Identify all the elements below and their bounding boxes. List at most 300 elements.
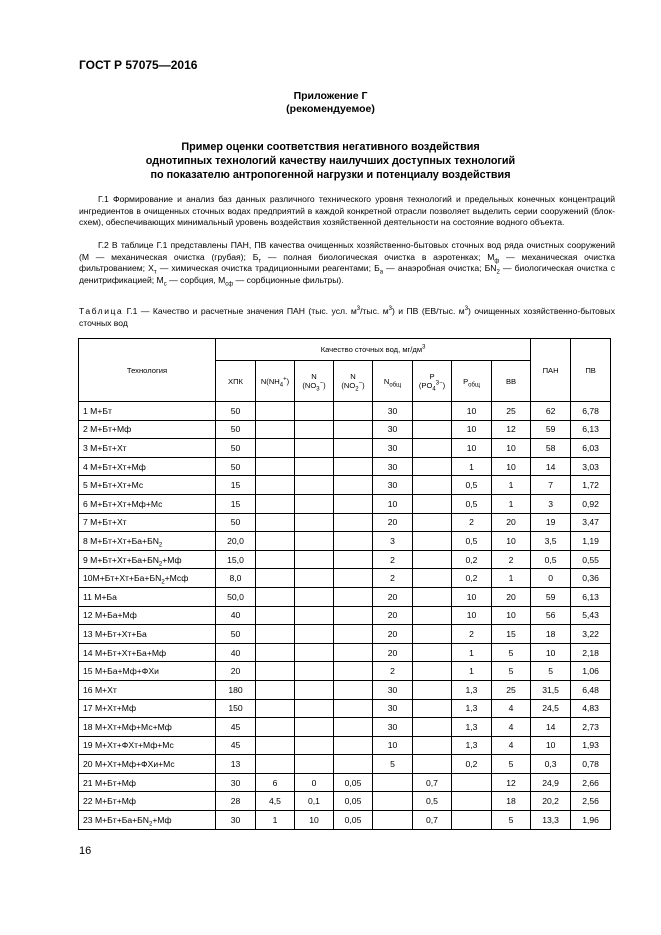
cell-technology bbox=[79, 718, 216, 737]
cell-pv: 4,83 bbox=[571, 699, 611, 718]
header-po4-text: ) bbox=[442, 381, 446, 390]
cell-nh4 bbox=[256, 643, 295, 662]
paragraph-g2-sub: т bbox=[258, 258, 262, 265]
quality-table bbox=[78, 338, 611, 830]
table-body bbox=[79, 402, 611, 830]
table-row bbox=[79, 550, 611, 569]
cell-xpk: 50,0 bbox=[216, 587, 256, 606]
cell-no2 bbox=[334, 457, 373, 476]
cell-no2: 0,05 bbox=[334, 773, 373, 792]
table-row bbox=[79, 569, 611, 588]
table-row bbox=[79, 755, 611, 774]
cell-po4 bbox=[413, 457, 452, 476]
cell-no3 bbox=[295, 420, 334, 439]
paragraph-g2-text: — биологическая очистка с денитрификацией; М bbox=[79, 263, 615, 285]
cell-nobsh: 30 bbox=[373, 439, 413, 458]
cell-po4 bbox=[413, 662, 452, 681]
table-caption-text: Г.1 — Качество и расчетные значения ПАН (тыс. усл. м bbox=[123, 306, 357, 316]
cell-pv: 3,03 bbox=[571, 457, 611, 476]
cell-nh4 bbox=[256, 457, 295, 476]
table-caption-label: Таблица bbox=[79, 306, 124, 316]
cell-xpk: 50 bbox=[216, 402, 256, 421]
cell-no3 bbox=[295, 494, 334, 513]
table-caption-text: ) очищенных хозяйственно-бытовых сточных вод bbox=[79, 306, 615, 328]
cell-no2 bbox=[334, 736, 373, 755]
paragraph-g2-sub: а bbox=[379, 269, 384, 276]
header-quality-group-sup: 3 bbox=[422, 344, 426, 351]
cell-pv: 1,93 bbox=[571, 736, 611, 755]
cell-pv: 2,73 bbox=[571, 718, 611, 737]
cell-pv: 6,78 bbox=[571, 402, 611, 421]
cell-vv: 4 bbox=[492, 699, 531, 718]
cell-no3 bbox=[295, 736, 334, 755]
cell-pv: 6,03 bbox=[571, 439, 611, 458]
cell-pv: 3,47 bbox=[571, 513, 611, 532]
cell-nobsh: 10 bbox=[373, 736, 413, 755]
cell-pobsh: 0,5 bbox=[452, 494, 492, 513]
cell-pobsh: 1 bbox=[452, 457, 492, 476]
cell-no2 bbox=[334, 755, 373, 774]
cell-vv: 10 bbox=[492, 532, 531, 551]
cell-xpk: 45 bbox=[216, 736, 256, 755]
cell-nh4 bbox=[256, 680, 295, 699]
cell-no3 bbox=[295, 532, 334, 551]
cell-vv: 4 bbox=[492, 736, 531, 755]
technology-text: 2 М+Бт+Мф bbox=[83, 424, 132, 435]
header-nh4-text: N(NH bbox=[260, 376, 280, 386]
cell-po4 bbox=[413, 420, 452, 439]
header-quality-group-text: Качество сточных вод, мг/дм bbox=[320, 345, 423, 354]
cell-xpk: 45 bbox=[216, 718, 256, 737]
cell-technology bbox=[79, 587, 216, 606]
cell-vv: 1 bbox=[492, 476, 531, 495]
cell-po4 bbox=[413, 476, 452, 495]
cell-xpk: 150 bbox=[216, 699, 256, 718]
table-row bbox=[79, 476, 611, 495]
cell-no3 bbox=[295, 680, 334, 699]
paragraph-g2-sub: т bbox=[153, 269, 157, 276]
cell-pv: 6,13 bbox=[571, 587, 611, 606]
cell-nh4 bbox=[256, 494, 295, 513]
technology-text: 5 М+Бт+Хт+Мс bbox=[83, 480, 144, 491]
cell-no2 bbox=[334, 550, 373, 569]
cell-nh4 bbox=[256, 755, 295, 774]
cell-pan: 7 bbox=[531, 476, 571, 495]
cell-nobsh: 20 bbox=[373, 625, 413, 644]
cell-pv: 2,66 bbox=[571, 773, 611, 792]
cell-vv: 1 bbox=[492, 569, 531, 588]
cell-pv: 0,36 bbox=[571, 569, 611, 588]
cell-technology bbox=[79, 439, 216, 458]
cell-xpk: 8,0 bbox=[216, 569, 256, 588]
cell-no2 bbox=[334, 494, 373, 513]
cell-nh4: 4,5 bbox=[256, 792, 295, 811]
cell-pan: 10 bbox=[531, 643, 571, 662]
cell-vv: 5 bbox=[492, 643, 531, 662]
cell-nobsh: 30 bbox=[373, 699, 413, 718]
cell-no2 bbox=[334, 420, 373, 439]
cell-vv: 10 bbox=[492, 606, 531, 625]
cell-nobsh: 2 bbox=[373, 569, 413, 588]
header-quality-group bbox=[216, 339, 531, 361]
cell-vv: 18 bbox=[492, 792, 531, 811]
header-p-total-text: P bbox=[463, 376, 469, 386]
paragraph-g2-text: — сорбционные фильтры). bbox=[233, 274, 344, 285]
cell-no2 bbox=[334, 625, 373, 644]
table-row bbox=[79, 699, 611, 718]
technology-text: 3 М+Бт+Хт bbox=[83, 442, 127, 453]
cell-pan: 19 bbox=[531, 513, 571, 532]
cell-nobsh: 30 bbox=[373, 457, 413, 476]
cell-pobsh: 1,3 bbox=[452, 699, 492, 718]
table-row bbox=[79, 513, 611, 532]
cell-xpk: 50 bbox=[216, 457, 256, 476]
cell-no3 bbox=[295, 699, 334, 718]
cell-pan: 10 bbox=[531, 736, 571, 755]
cell-pv: 0,55 bbox=[571, 550, 611, 569]
cell-nh4 bbox=[256, 513, 295, 532]
header-no3-n: N bbox=[311, 372, 317, 381]
cell-nh4: 1 bbox=[256, 811, 295, 830]
technology-text: 4 М+Бт+Хт+Мф bbox=[83, 461, 146, 472]
cell-no2 bbox=[334, 718, 373, 737]
cell-pan: 24,5 bbox=[531, 699, 571, 718]
table-caption-sup: 3 bbox=[464, 306, 469, 313]
cell-pobsh: 1,3 bbox=[452, 736, 492, 755]
cell-pv: 2,18 bbox=[571, 643, 611, 662]
cell-pan: 14 bbox=[531, 457, 571, 476]
cell-pobsh: 0,2 bbox=[452, 569, 492, 588]
technology-text: 6 М+Бт+Хт+Мф+Мс bbox=[83, 498, 163, 509]
cell-no2 bbox=[334, 513, 373, 532]
cell-po4 bbox=[413, 643, 452, 662]
table-caption-sup: 3 bbox=[388, 306, 392, 313]
cell-pan: 14 bbox=[531, 718, 571, 737]
header-pan: ПАН bbox=[531, 339, 571, 402]
cell-technology bbox=[79, 625, 216, 644]
cell-no2 bbox=[334, 532, 373, 551]
cell-pobsh: 1,3 bbox=[452, 718, 492, 737]
cell-nh4 bbox=[256, 550, 295, 569]
cell-pan: 31,5 bbox=[531, 680, 571, 699]
cell-pv: 0,78 bbox=[571, 755, 611, 774]
cell-pobsh: 1 bbox=[452, 643, 492, 662]
cell-vv: 5 bbox=[492, 662, 531, 681]
section-title-line-1: Пример оценки соответствия негативного воздействия bbox=[181, 141, 480, 153]
cell-nobsh: 3 bbox=[373, 532, 413, 551]
cell-pv: 1,06 bbox=[571, 662, 611, 681]
cell-po4: 0,7 bbox=[413, 811, 452, 830]
cell-nh4 bbox=[256, 662, 295, 681]
cell-xpk: 13 bbox=[216, 755, 256, 774]
technology-text: 18 М+Хт+Мф+Мс+Мф bbox=[83, 721, 172, 732]
cell-po4 bbox=[413, 550, 452, 569]
section-title-line-2: однотипных технологий качеству наилучших доступных технологий bbox=[145, 155, 516, 167]
technology-text: 16 М+Хт bbox=[83, 684, 117, 695]
page-number: 16 bbox=[79, 845, 92, 857]
header-vv: ВВ bbox=[492, 361, 531, 402]
header-no3-text: ) bbox=[323, 381, 326, 390]
cell-pan: 58 bbox=[531, 439, 571, 458]
cell-nh4 bbox=[256, 699, 295, 718]
cell-vv: 5 bbox=[492, 755, 531, 774]
technology-text: 7 М+Бт+Хт bbox=[83, 517, 127, 528]
cell-nh4 bbox=[256, 606, 295, 625]
cell-pv: 1,96 bbox=[571, 811, 611, 830]
cell-xpk: 15 bbox=[216, 494, 256, 513]
cell-vv: 5 bbox=[492, 811, 531, 830]
cell-pan: 18 bbox=[531, 625, 571, 644]
cell-nobsh: 10 bbox=[373, 494, 413, 513]
technology-text: 14 М+Бт+Хт+Ба+Мф bbox=[83, 647, 167, 658]
technology-sub: 2 bbox=[149, 821, 153, 828]
cell-nobsh: 30 bbox=[373, 420, 413, 439]
cell-vv: 1 bbox=[492, 494, 531, 513]
section-title bbox=[90, 140, 571, 182]
cell-nobsh: 20 bbox=[373, 513, 413, 532]
cell-nh4 bbox=[256, 736, 295, 755]
cell-pan: 0 bbox=[531, 569, 571, 588]
table-row bbox=[79, 494, 611, 513]
technology-text: 15 М+Ба+Мф+ФХи bbox=[83, 666, 159, 677]
header-no3-text: (NO bbox=[302, 381, 317, 390]
appendix-title: Приложение Г bbox=[293, 90, 368, 102]
cell-nobsh: 5 bbox=[373, 755, 413, 774]
technology-text: 22 М+Бт+Мф bbox=[83, 796, 136, 807]
cell-vv: 2 bbox=[492, 550, 531, 569]
cell-no3 bbox=[295, 402, 334, 421]
cell-pan: 59 bbox=[531, 420, 571, 439]
header-no2 bbox=[334, 361, 373, 402]
cell-technology bbox=[79, 606, 216, 625]
cell-vv: 15 bbox=[492, 625, 531, 644]
paragraph-g2-text: — анаэробная очистка; БN bbox=[383, 263, 497, 274]
cell-no2 bbox=[334, 569, 373, 588]
cell-no2 bbox=[334, 439, 373, 458]
cell-technology bbox=[79, 569, 216, 588]
cell-pobsh bbox=[452, 811, 492, 830]
cell-no3: 10 bbox=[295, 811, 334, 830]
cell-nobsh: 30 bbox=[373, 476, 413, 495]
cell-no3 bbox=[295, 643, 334, 662]
header-xpk: ХПК bbox=[216, 361, 256, 402]
cell-technology bbox=[79, 402, 216, 421]
cell-pv: 6,13 bbox=[571, 420, 611, 439]
header-no3-sup: − bbox=[319, 380, 324, 387]
cell-nobsh: 20 bbox=[373, 606, 413, 625]
paragraph-g2 bbox=[79, 240, 615, 286]
cell-no3 bbox=[295, 718, 334, 737]
table-row bbox=[79, 680, 611, 699]
paragraph-g2-sub: ф bbox=[494, 258, 500, 265]
header-pv: ПВ bbox=[571, 339, 611, 402]
cell-pan: 3,5 bbox=[531, 532, 571, 551]
cell-no3: 0 bbox=[295, 773, 334, 792]
technology-text: 21 М+Бт+Мф bbox=[83, 777, 136, 788]
cell-vv: 12 bbox=[492, 773, 531, 792]
cell-technology bbox=[79, 420, 216, 439]
cell-xpk: 30 bbox=[216, 811, 256, 830]
table-row bbox=[79, 736, 611, 755]
cell-po4 bbox=[413, 569, 452, 588]
cell-vv: 25 bbox=[492, 680, 531, 699]
table-row bbox=[79, 718, 611, 737]
cell-pobsh: 10 bbox=[452, 439, 492, 458]
technology-text: 23 М+Бт+Ба+БN bbox=[83, 814, 150, 825]
cell-pan: 62 bbox=[531, 402, 571, 421]
cell-pobsh: 2 bbox=[452, 513, 492, 532]
cell-po4 bbox=[413, 625, 452, 644]
cell-pv: 2,56 bbox=[571, 792, 611, 811]
technology-text: 1 М+Бт bbox=[83, 405, 112, 416]
table-row bbox=[79, 625, 611, 644]
cell-po4 bbox=[413, 587, 452, 606]
cell-xpk: 40 bbox=[216, 643, 256, 662]
cell-no3 bbox=[295, 662, 334, 681]
cell-pv: 0,92 bbox=[571, 494, 611, 513]
header-p-total bbox=[452, 361, 492, 402]
cell-technology bbox=[79, 662, 216, 681]
header-po4-sup: 3− bbox=[435, 380, 443, 387]
cell-pobsh: 10 bbox=[452, 587, 492, 606]
technology-text: 11 М+Ба bbox=[83, 591, 117, 602]
header-n-total-text: N bbox=[383, 376, 390, 386]
paragraph-g2-sub: сф bbox=[225, 281, 234, 288]
cell-technology bbox=[79, 550, 216, 569]
header-nh4-text: ) bbox=[286, 376, 290, 386]
cell-technology bbox=[79, 755, 216, 774]
cell-nh4 bbox=[256, 476, 295, 495]
cell-xpk: 20,0 bbox=[216, 532, 256, 551]
table-row bbox=[79, 811, 611, 830]
header-technology: Технология bbox=[79, 339, 216, 402]
header-nh4-sup: + bbox=[283, 375, 287, 382]
cell-pv: 1,19 bbox=[571, 532, 611, 551]
cell-po4 bbox=[413, 736, 452, 755]
paragraph-g2-text: Г.2 В таблице Г.1 представлены ПАН, ПВ качества очищенных хозяйственно-бытовых сточных вод ряда очистных сооружений (М — механическая очистка (грубая); Б bbox=[79, 240, 615, 262]
cell-pan: 56 bbox=[531, 606, 571, 625]
header-nh4 bbox=[256, 361, 295, 402]
technology-tail: +Мф bbox=[152, 814, 172, 825]
cell-no2: 0,05 bbox=[334, 811, 373, 830]
header-po4-text: (PO bbox=[418, 381, 433, 390]
cell-xpk: 180 bbox=[216, 680, 256, 699]
cell-xpk: 28 bbox=[216, 792, 256, 811]
paragraph-g2-text: — полная биологическая очистка в аэротенках; М bbox=[261, 251, 495, 262]
cell-pan: 13,3 bbox=[531, 811, 571, 830]
cell-po4 bbox=[413, 606, 452, 625]
cell-pobsh: 1,3 bbox=[452, 680, 492, 699]
cell-pobsh: 0,2 bbox=[452, 755, 492, 774]
cell-nh4 bbox=[256, 625, 295, 644]
cell-nh4 bbox=[256, 532, 295, 551]
cell-pan: 24,9 bbox=[531, 773, 571, 792]
cell-xpk: 30 bbox=[216, 773, 256, 792]
table-row bbox=[79, 792, 611, 811]
cell-pan: 5 bbox=[531, 662, 571, 681]
cell-po4: 0,5 bbox=[413, 792, 452, 811]
cell-po4 bbox=[413, 755, 452, 774]
header-po4-sub: 4 bbox=[432, 386, 436, 393]
header-p-total-sub: общ bbox=[468, 382, 480, 389]
technology-sub: 2 bbox=[161, 579, 165, 586]
cell-no3 bbox=[295, 587, 334, 606]
table-row bbox=[79, 662, 611, 681]
cell-po4 bbox=[413, 494, 452, 513]
cell-pv: 6,48 bbox=[571, 680, 611, 699]
technology-sub: 2 bbox=[158, 542, 163, 549]
cell-nh4 bbox=[256, 439, 295, 458]
appendix-note: (рекомендуемое) bbox=[286, 103, 375, 115]
cell-nobsh bbox=[373, 811, 413, 830]
cell-no2 bbox=[334, 699, 373, 718]
cell-po4 bbox=[413, 718, 452, 737]
cell-technology bbox=[79, 476, 216, 495]
table-caption-sup: 3 bbox=[356, 306, 361, 313]
cell-no2 bbox=[334, 680, 373, 699]
cell-po4 bbox=[413, 439, 452, 458]
section-title-line-3: по показателю антропогенной нагрузки и потенциалу воздействия bbox=[150, 169, 511, 181]
cell-vv: 10 bbox=[492, 439, 531, 458]
table-row bbox=[79, 420, 611, 439]
cell-no3 bbox=[295, 625, 334, 644]
cell-vv: 20 bbox=[492, 513, 531, 532]
cell-pv: 1,72 bbox=[571, 476, 611, 495]
cell-technology bbox=[79, 494, 216, 513]
header-no3 bbox=[295, 361, 334, 402]
cell-po4 bbox=[413, 513, 452, 532]
cell-no2 bbox=[334, 587, 373, 606]
cell-nobsh bbox=[373, 773, 413, 792]
cell-xpk: 50 bbox=[216, 420, 256, 439]
table-row bbox=[79, 439, 611, 458]
cell-pobsh: 1 bbox=[452, 662, 492, 681]
cell-nobsh: 30 bbox=[373, 680, 413, 699]
cell-nh4 bbox=[256, 402, 295, 421]
table-caption-text: ) и ПВ (ЕВ/тыс. м bbox=[391, 306, 465, 316]
cell-xpk: 15 bbox=[216, 476, 256, 495]
cell-no2 bbox=[334, 662, 373, 681]
cell-nobsh: 2 bbox=[373, 550, 413, 569]
standard-header: ГОСТ Р 57075—2016 bbox=[79, 58, 198, 72]
cell-technology bbox=[79, 643, 216, 662]
header-no2-text: (NO bbox=[341, 381, 356, 390]
paragraph-g1: Г.1 Формирование и анализ баз данных различного технического уровня технологий и предельных конечных концентраций ингредиентов в очищенных сточных водах предприятий в каждой конкретной отрасли позволяет выделить серии сооружений (блок-схем), обеспечивающих минимальный уровень воздействия хозяйственной деятельности на состояние водного объекта. bbox=[79, 194, 615, 228]
cell-po4 bbox=[413, 699, 452, 718]
cell-technology bbox=[79, 457, 216, 476]
cell-technology bbox=[79, 773, 216, 792]
cell-no2 bbox=[334, 606, 373, 625]
cell-pobsh: 10 bbox=[452, 402, 492, 421]
cell-xpk: 20 bbox=[216, 662, 256, 681]
cell-technology bbox=[79, 736, 216, 755]
technology-text: 12 М+Ба+Мф bbox=[83, 610, 137, 621]
cell-pan: 3 bbox=[531, 494, 571, 513]
cell-no2: 0,05 bbox=[334, 792, 373, 811]
cell-xpk: 50 bbox=[216, 439, 256, 458]
cell-xpk: 50 bbox=[216, 513, 256, 532]
cell-nh4 bbox=[256, 718, 295, 737]
cell-technology bbox=[79, 532, 216, 551]
paragraph-g2-text: — химическая очистка традиционными реагентами; Б bbox=[156, 263, 380, 274]
technology-sub: 2 bbox=[158, 561, 163, 568]
cell-pobsh: 0,2 bbox=[452, 550, 492, 569]
paragraph-g2-text: — сорбция, М bbox=[166, 274, 226, 285]
header-nh4-sub: 4 bbox=[279, 382, 284, 389]
paragraph-g2-sub: с bbox=[163, 281, 167, 288]
cell-no3 bbox=[295, 550, 334, 569]
header-no2-sub: 2 bbox=[355, 386, 359, 393]
